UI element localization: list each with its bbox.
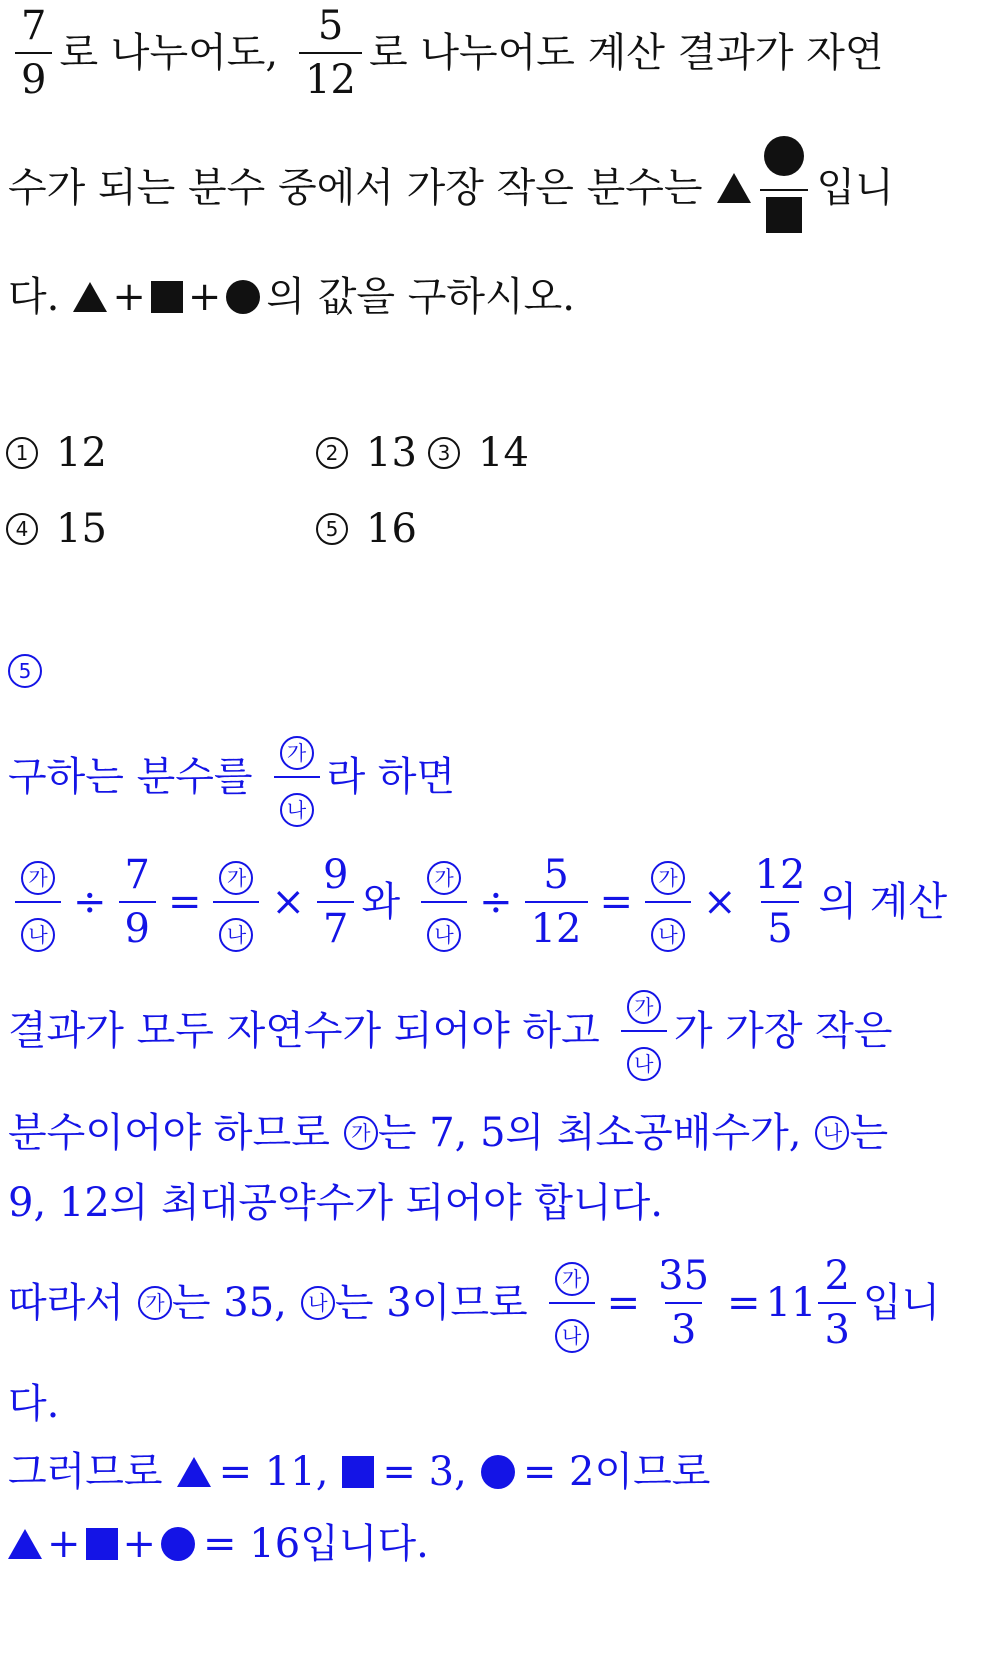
solution-text: 라 하면: [326, 754, 456, 800]
question-line-2: [8, 136, 894, 240]
solution-text: 결과가 모두 자연수가 되어야 하고: [8, 1008, 600, 1054]
circle-icon: [226, 280, 260, 314]
fraction-5-12: [299, 3, 362, 103]
na-symbol: 나: [427, 918, 461, 952]
solution-line-3: [8, 981, 892, 1081]
na-symbol: 나: [219, 918, 253, 952]
shape-fraction: [758, 136, 810, 240]
choice-value: 15: [56, 506, 107, 552]
na-symbol: 나: [21, 918, 55, 952]
square-icon: [151, 281, 183, 313]
choice-number-icon: 4: [6, 513, 38, 545]
question-text: 입니: [816, 165, 894, 211]
ga-symbol: 가: [651, 861, 685, 895]
choice-value: 14: [478, 430, 529, 476]
ga-symbol: 가: [280, 736, 314, 770]
mixed-whole: 11: [765, 1280, 817, 1326]
ga-na-fraction: [274, 727, 320, 827]
choice-number-icon: 2: [316, 437, 348, 469]
circle-icon: [764, 136, 804, 176]
solution-text: 다.: [8, 1381, 60, 1427]
solution-text: 는 7, 5의 최소공배수가,: [377, 1110, 802, 1156]
triangle-icon: [73, 282, 107, 312]
solution-text: 는: [849, 1110, 889, 1156]
numerator: 5: [317, 3, 344, 49]
choice-number-icon: 3: [428, 437, 460, 469]
ga-symbol: 가: [219, 861, 253, 895]
choice-value: 16: [366, 506, 417, 552]
triangle-icon: [8, 1529, 42, 1559]
na-symbol: 나: [301, 1286, 335, 1320]
circle-icon: [481, 1455, 515, 1489]
choice-number-icon: 5: [316, 513, 348, 545]
na-symbol: 나: [815, 1116, 849, 1150]
denominator: 12: [299, 52, 362, 100]
solution-text: 그러므로: [8, 1449, 163, 1495]
ga-symbol: 가: [427, 861, 461, 895]
solution-text: 가 가장 작은: [673, 1008, 893, 1054]
ga-symbol: 가: [555, 1262, 589, 1296]
numerator: 7: [21, 3, 47, 49]
na-symbol: 나: [627, 1047, 661, 1081]
question-text: 의 값을 구하시오.: [266, 274, 576, 320]
answer-icon: 5: [8, 654, 42, 688]
na-symbol: 나: [555, 1319, 589, 1353]
question-text: 다.: [8, 274, 60, 320]
na-symbol: 나: [651, 918, 685, 952]
fraction-7-9: [15, 3, 52, 103]
choice-5[interactable]: [316, 506, 417, 552]
square-icon: [342, 1456, 374, 1488]
question-text: 로 나누어도 계산 결과가 자연: [369, 30, 884, 76]
solution-text: 는 35,: [171, 1280, 287, 1326]
choice-value: 12: [56, 430, 107, 476]
circle-icon: [161, 1527, 195, 1561]
choice-4[interactable]: [6, 506, 107, 552]
denominator: 9: [15, 52, 52, 100]
solution-line-4: [8, 1110, 889, 1156]
solution-text: 따라서: [8, 1280, 124, 1326]
solution-line-5: [8, 1180, 663, 1226]
choice-1[interactable]: [6, 430, 107, 476]
answer-mark: [8, 654, 42, 688]
solution-text: 는 3이므로: [334, 1280, 528, 1326]
solution-line-6: 따라서 가 는 35, 나 는 3이므로 $\frac{\text{가}}{\text{나}}$ = $\frac{35}{3}$ = 11 $\frac{2}{3}$ 입니: [8, 1253, 941, 1353]
square-icon: [766, 197, 802, 233]
triangle-icon: [177, 1457, 211, 1487]
ga-symbol: 가: [627, 990, 661, 1024]
na-symbol: 나: [280, 793, 314, 827]
choice-value: 13: [366, 430, 417, 476]
ga-symbol: 가: [344, 1116, 378, 1150]
solution-line-7: [8, 1381, 60, 1427]
ga-symbol: 가: [21, 861, 55, 895]
solution-text: 9, 12의 최대공약수가 되어야 합니다.: [8, 1180, 663, 1226]
solution-line-2: $\frac{\text{가}}{\text{나}}$ ÷ $\frac{7}{9}$ = $\frac{\text{가}}{\text{나}}$ × $\frac{9}{7}$ 와 $\frac{\text{가}}{\text{나}}$ ÷ $\frac{5}{12}$ = $\frac{\text{가}}{\text{나}}$ × $\frac{12}{5}$ 의 계산: [8, 852, 947, 952]
solution-line-1: [8, 727, 455, 827]
ga-symbol: 가: [138, 1286, 172, 1320]
question-line-1: [8, 3, 884, 103]
solution-line-8: 그러므로 = 11, = 3, = 2이므로: [8, 1449, 711, 1495]
choice-3[interactable]: [428, 430, 529, 476]
solution-text: 구하는 분수를: [8, 754, 253, 800]
question-line-3: 다. + + 의 값을 구하시오.: [8, 274, 576, 320]
triangle-icon: [717, 173, 751, 203]
choice-number-icon: 1: [6, 437, 38, 469]
question-text: 로 나누어도,: [59, 30, 279, 76]
solution-line-9: + + = 16입니다.: [8, 1524, 429, 1564]
solution-text: 분수이어야 하므로: [8, 1110, 330, 1156]
choice-2[interactable]: [316, 430, 417, 476]
question-text: 수가 되는 분수 중에서 가장 작은 분수는: [8, 165, 703, 211]
square-icon: [86, 1528, 118, 1560]
solution-text: 입니: [862, 1280, 941, 1326]
